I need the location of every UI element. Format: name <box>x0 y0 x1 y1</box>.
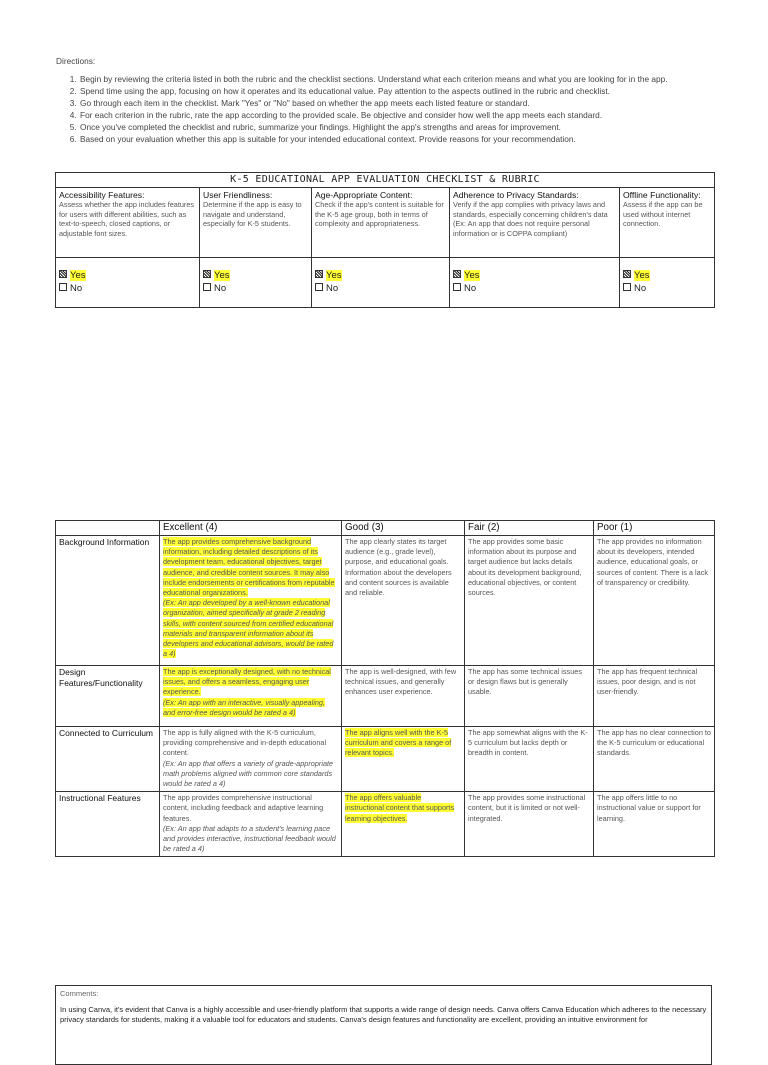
rubric-good-text: The app aligns well with the K-5 curriculum and covers a range of relevant topics. <box>345 728 452 758</box>
comments-box[interactable] <box>55 985 712 1065</box>
option-no-label: No <box>634 283 647 294</box>
option-no[interactable] <box>315 282 446 295</box>
rubric-cell-good <box>342 536 465 666</box>
rubric-excellent-text: The app provides comprehensive instructional content, including feedback and adaptive learning features. <box>163 793 324 823</box>
checked-box-icon[interactable] <box>59 270 67 278</box>
rubric-header-cell: Poor (1) <box>594 521 715 536</box>
empty-box-icon[interactable] <box>315 283 323 291</box>
rubric-fair-text: The app provides some basic information about its purpose and target audience but lacks details about its development background, educational objectives, or content sources. <box>468 537 582 598</box>
checklist-criterion <box>620 188 715 258</box>
rubric-header-row <box>56 521 715 536</box>
criterion-heading: Adherence to Privacy Standards: <box>453 190 579 200</box>
rubric-row <box>56 536 715 666</box>
option-no[interactable] <box>59 282 196 295</box>
empty-box-icon[interactable] <box>453 283 461 291</box>
rubric-excellent-text: The app is fully aligned with the K-5 curriculum, providing comprehensive and in-depth educational content. <box>163 728 327 758</box>
criterion-heading: User Friendliness: <box>203 190 273 200</box>
checklist-options <box>56 258 200 308</box>
direction-step: 6. Based on your evaluation whether this app is suitable for your intended educational context. Provide reasons for your recommendation. <box>79 133 716 145</box>
checklist-criterion <box>450 188 620 258</box>
rubric-cell-fair <box>465 727 594 792</box>
option-no-label: No <box>464 283 477 294</box>
rubric-cell-excellent <box>160 727 342 792</box>
criterion-description: Assess whether the app includes features for users with different abilities, such as text-to-speech, closed captions, or adjustable font sizes. <box>59 200 195 238</box>
checklist-criterion <box>56 188 200 258</box>
rubric-poor-text: The app provides no information about its developers, intended audience, educational goals, or sources of content. There is a lack of transparency or credibility. <box>597 537 708 587</box>
rubric-header-cell: Excellent (4) <box>160 521 342 536</box>
rubric-cell-good <box>342 666 465 727</box>
empty-box-icon[interactable] <box>59 283 67 291</box>
checklist-options-row <box>56 258 715 308</box>
option-yes[interactable] <box>59 269 196 282</box>
option-yes-label: Yes <box>214 270 230 281</box>
checklist-options <box>450 258 620 308</box>
evaluation-checklist <box>55 172 715 308</box>
rubric-cell-fair <box>465 792 594 857</box>
rubric-fair-text: The app has some technical issues or design flaws but is generally usable. <box>468 667 582 697</box>
option-no[interactable] <box>453 282 616 295</box>
rubric-example-text: (Ex: An app with an interactive, visually appealing, and error-free design would be rated a 4) <box>163 697 325 717</box>
checklist-criteria-row <box>56 188 715 258</box>
criterion-description: Verify if the app complies with privacy laws and standards, especially concerning children's data (Ex: An app that does not require personal information or is COPPA compliant) <box>453 200 608 238</box>
checklist-options <box>200 258 312 308</box>
option-yes-label: Yes <box>634 270 650 281</box>
option-yes[interactable] <box>315 269 446 282</box>
option-no[interactable] <box>623 282 711 295</box>
rubric-poor-text: The app has no clear connection to the K-5 curriculum or educational standards. <box>597 728 711 758</box>
criterion-description: Assess if the app can be used without internet connection. <box>623 200 703 228</box>
rubric-header-cell: Fair (2) <box>465 521 594 536</box>
option-yes[interactable] <box>623 269 711 282</box>
rubric-good-text: The app offers valuable instructional content that supports learning objectives. <box>345 793 455 823</box>
rubric-cell-excellent <box>160 666 342 727</box>
criterion-heading: Accessibility Features: <box>59 190 145 200</box>
comments-text: In using Canva, it's evident that Canva is a highly accessible and user-friendly platform that supports a wide range of design needs. Canva offers Canva Education which adheres to the necessary privacy standards for students, making it a valuable tool for educators and students. Canva's design features and functionality are excellent, providing an intuitive environment for <box>60 1004 707 1024</box>
rubric-example-text: (Ex: An app that offers a variety of grade-appropriate math problems aligned with common core standards would be rated a 4) <box>163 758 334 789</box>
rubric-example-text: (Ex: An app developed by a well-known educational organization, aimed specifically at grade 2 reading skills, with content sourced from certified educational materials and transparent information about its developers and educational advisors, would be rated a 4) <box>163 598 334 659</box>
option-no-label: No <box>214 283 227 294</box>
checklist-title: K-5 EDUCATIONAL APP EVALUATION CHECKLIST & RUBRIC <box>56 173 715 188</box>
rubric-criterion: Design Features/Functionality <box>56 666 160 727</box>
option-no[interactable] <box>203 282 308 295</box>
direction-step: 3. Go through each item in the checklist. Mark "Yes" or "No" based on whether the app meets each listed feature or standard. <box>79 97 716 109</box>
empty-box-icon[interactable] <box>623 283 631 291</box>
rubric-example-text: (Ex: An app that adapts to a student's learning pace and provides interactive, instructional feedback would be rated a 4) <box>163 823 336 854</box>
option-yes-label: Yes <box>326 270 342 281</box>
rubric-cell-poor <box>594 792 715 857</box>
option-no-label: No <box>326 283 339 294</box>
rubric-cell-poor <box>594 536 715 666</box>
rubric-body <box>56 536 715 857</box>
criterion-description: Determine if the app is easy to navigate and understand, especially for K-5 students. <box>203 200 302 228</box>
rubric-good-text: The app is well-designed, with few technical issues, and generally enhances user experience. <box>345 667 457 697</box>
direction-step: 2. Spend time using the app, focusing on how it operates and its educational value. Pay attention to the aspects outlined in the rubric and checklist. <box>79 85 716 97</box>
rubric-cell-poor <box>594 727 715 792</box>
rubric-row <box>56 666 715 727</box>
rubric-fair-text: The app provides some instructional content, but it is limited or not well-integrated. <box>468 793 586 823</box>
rubric-criterion: Background Information <box>56 536 160 666</box>
option-yes[interactable] <box>453 269 616 282</box>
criterion-description: Check if the app's content is suitable for the K-5 age group, both in terms of complexity and appropriateness. <box>315 200 444 228</box>
checked-box-icon[interactable] <box>315 270 323 278</box>
rubric-cell-good <box>342 727 465 792</box>
direction-step: 5. Once you've completed the checklist and rubric, summarize your findings. Highlight the app's strengths and areas for improvement. <box>79 121 716 133</box>
rubric-cell-good <box>342 792 465 857</box>
rubric-cell-fair <box>465 666 594 727</box>
rubric-cell-fair <box>465 536 594 666</box>
checked-box-icon[interactable] <box>203 270 211 278</box>
option-yes[interactable] <box>203 269 308 282</box>
rubric-poor-text: The app has frequent technical issues, poor design, and is not user-friendly. <box>597 667 698 697</box>
criterion-heading: Age-Appropriate Content: <box>315 190 413 200</box>
directions-label: Directions: <box>56 56 96 66</box>
rubric-cell-excellent <box>160 536 342 666</box>
checked-box-icon[interactable] <box>623 270 631 278</box>
checklist-criterion <box>200 188 312 258</box>
rubric-header-cell <box>56 521 160 536</box>
rubric-cell-excellent <box>160 792 342 857</box>
criterion-heading: Offline Functionality: <box>623 190 701 200</box>
rubric-excellent-text: The app is exceptionally designed, with no technical issues, and offers a seamless, engaging user experience. <box>163 667 331 697</box>
checklist-options <box>620 258 715 308</box>
option-yes-label: Yes <box>464 270 480 281</box>
rubric-row <box>56 727 715 792</box>
option-no-label: No <box>70 283 83 294</box>
direction-step: 1. Begin by reviewing the criteria listed in both the rubric and the checklist sections. Understand what each criterion means and what you are looking for in the app. <box>79 73 716 85</box>
comments-label: Comments: <box>60 989 99 998</box>
evaluation-rubric <box>55 520 715 857</box>
rubric-header-cell: Good (3) <box>342 521 465 536</box>
rubric-poor-text: The app offers little to no instructional value or support for learning. <box>597 793 701 823</box>
option-yes-label: Yes <box>70 270 86 281</box>
rubric-criterion: Connected to Curriculum <box>56 727 160 792</box>
rubric-cell-poor <box>594 666 715 727</box>
rubric-row <box>56 792 715 857</box>
directions <box>56 55 716 145</box>
checklist-options <box>312 258 450 308</box>
empty-box-icon[interactable] <box>203 283 211 291</box>
rubric-criterion: Instructional Features <box>56 792 160 857</box>
directions-list <box>56 73 716 145</box>
rubric-fair-text: The app somewhat aligns with the K-5 curriculum but lacks depth or breadth in content. <box>468 728 588 758</box>
direction-step: 4. For each criterion in the rubric, rate the app according to the provided scale. Be objective and consider how well the app meets each standard. <box>79 109 716 121</box>
rubric-good-text: The app clearly states its target audience (e.g., grade level), purpose, and educational goals. Information about the developers and content sources is available and reliable. <box>345 537 452 598</box>
checklist-criterion <box>312 188 450 258</box>
rubric-excellent-text: The app provides comprehensive background information, including detailed descriptions of its development team, educational objectives, target audience, and credible content sources. It may also include endorsements or certifications from reputable educational organizations. <box>163 537 335 598</box>
checked-box-icon[interactable] <box>453 270 461 278</box>
